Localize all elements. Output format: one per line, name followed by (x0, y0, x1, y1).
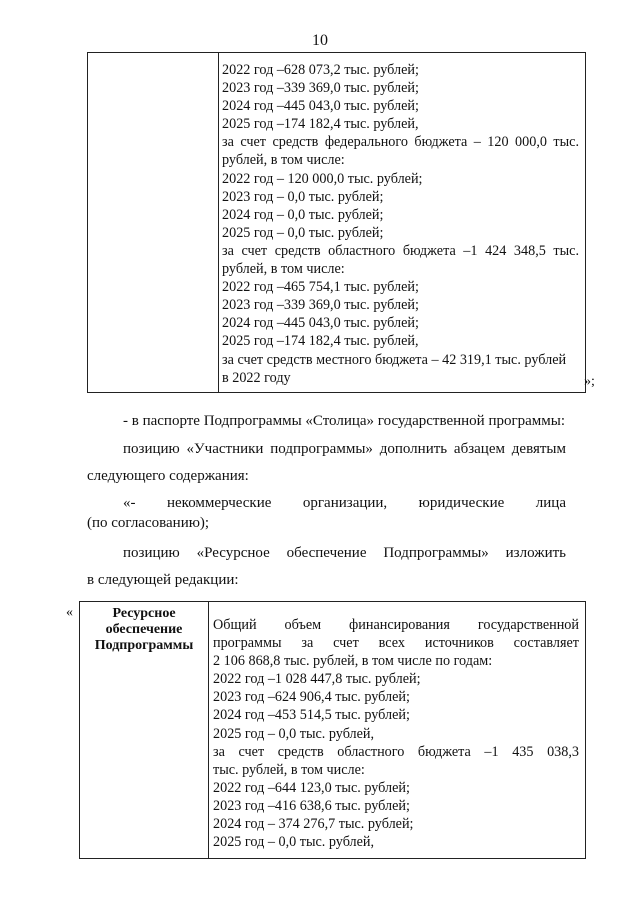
table-line: 2022 год –644 123,0 тыс. рублей; (213, 779, 410, 796)
table-line: рублей, в том числе: (222, 152, 345, 169)
paragraph-organizations-cont: (по согласованию); (87, 515, 210, 531)
table-line: за счет средств областного бюджета –1 435 038,3 (213, 743, 579, 760)
table-line: за счет средств областного бюджета –1 424 348,5 тыс. (222, 242, 579, 259)
table-line: 2023 год –339 369,0 тыс. рублей; (222, 80, 419, 97)
table-line: 2025 год – 0,0 тыс. рублей, (213, 834, 375, 851)
table-line: 2024 год –445 043,0 тыс. рублей; (222, 315, 419, 332)
resource-title (80, 606, 208, 654)
paragraph-passport: - в паспорте Подпрограммы «Столица» государственной программы: (123, 413, 566, 429)
resource-table (79, 601, 586, 859)
resource-title-line: Подпрограммы (94, 638, 194, 653)
table-line: 2025 год – 0,0 тыс. рублей, (213, 725, 375, 742)
table-right-cell (213, 616, 579, 851)
table-line: 2023 год – 0,0 тыс. рублей; (222, 188, 384, 205)
resource-title-line: обеспечение (105, 622, 183, 637)
table-left-cell (88, 53, 219, 392)
opening-quote: « (66, 605, 73, 620)
table-line: в 2022 году (222, 369, 291, 386)
paragraph-resources-cont: в следующей редакции: (87, 572, 239, 588)
table-line: 2024 год –453 514,5 тыс. рублей; (213, 707, 410, 724)
table-line: тыс. рублей, в том числе: (213, 761, 365, 778)
table-line: за счет средств местного бюджета – 42 319,1 тыс. рублей (222, 351, 567, 368)
table-line: 2 106 868,8 тыс. рублей, в том числе по годам: (213, 653, 493, 670)
table-line: 2023 год –416 638,6 тыс. рублей; (213, 797, 410, 814)
paragraph-participants: позицию «Участники подпрограммы» дополнить абзацем девятым (123, 441, 566, 457)
paragraph-resources: позицию «Ресурсное обеспечение Подпрограммы» изложить (123, 545, 566, 561)
table-line: 2025 год –174 182,4 тыс. рублей, (222, 116, 419, 133)
table-line: 2024 год – 374 276,7 тыс. рублей; (213, 816, 414, 833)
table-line: за счет средств федерального бюджета – 120 000,0 тыс. (222, 134, 579, 151)
table-line: 2022 год –1 028 447,8 тыс. рублей; (213, 671, 421, 688)
table-line: Общий объем финансирования государственной (213, 617, 579, 633)
table-right-cell (222, 61, 579, 387)
table-line: 2024 год –445 043,0 тыс. рублей; (222, 98, 419, 115)
paragraph-organizations: «- некоммерческие организации, юридические лица (123, 495, 566, 511)
paragraph-participants-cont: следующего содержания: (87, 468, 249, 484)
table-line: 2023 год –624 906,4 тыс. рублей; (213, 689, 410, 706)
table-left-cell (80, 602, 209, 858)
page-number: 10 (312, 32, 328, 49)
table-line: 2025 год – 0,0 тыс. рублей; (222, 224, 384, 241)
funding-table-continuation (87, 52, 586, 393)
closing-quote: »; (584, 374, 595, 389)
table-line: 2024 год – 0,0 тыс. рублей; (222, 206, 384, 223)
table-line: 2022 год –465 754,1 тыс. рублей; (222, 279, 419, 296)
table-line: программы за счет всех источников составляет (213, 635, 579, 652)
table-line: рублей, в том числе: (222, 261, 345, 278)
table-line: 2022 год –628 073,2 тыс. рублей; (222, 62, 419, 78)
table-line: 2022 год – 120 000,0 тыс. рублей; (222, 170, 423, 187)
table-line: 2023 год –339 369,0 тыс. рублей; (222, 297, 419, 314)
resource-title-line: Ресурсное (112, 606, 176, 621)
table-line: 2025 год –174 182,4 тыс. рублей, (222, 333, 419, 350)
